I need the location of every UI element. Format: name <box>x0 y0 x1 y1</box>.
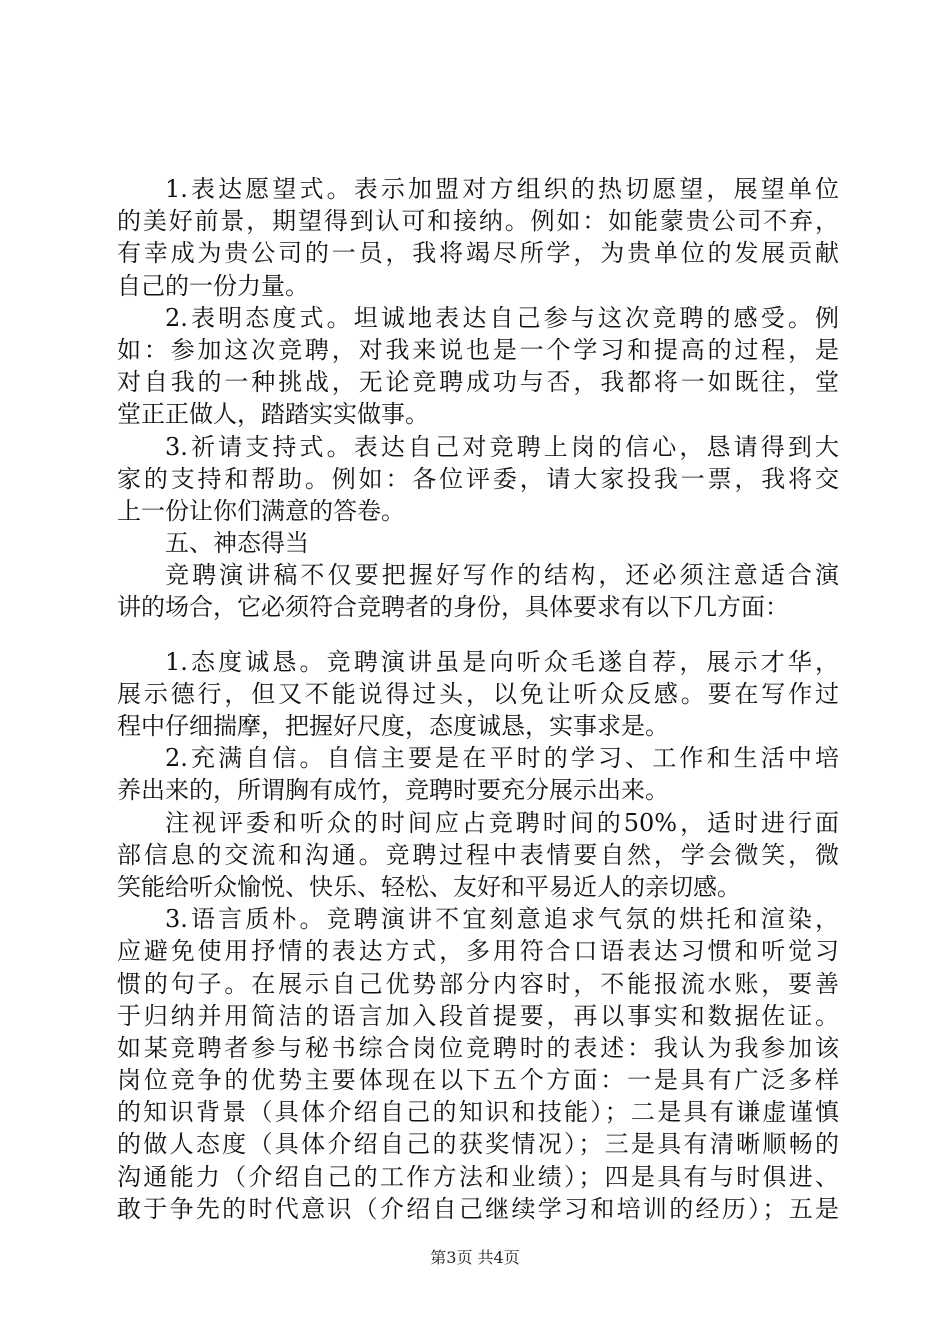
text-line: 堂正正做人，踏踏实实做事。 <box>117 400 429 429</box>
text-line: 家的支持和帮助。例如：各位评委，请大家投我一票，我将交 <box>117 464 839 493</box>
text-line: 的知识背景（具体介绍自己的知识和技能）；二是具有谦虚谨慎 <box>117 1098 839 1127</box>
text-line: 如某竞聘者参与秘书综合岗位竞聘时的表述：我认为我参加该 <box>117 1033 839 1062</box>
text-line: 3.语言质朴。竞聘演讲不宜刻意追求气氛的烘托和渲染， <box>165 905 839 934</box>
text-line: 于归纳并用简洁的语言加入段首提要，再以事实和数据佐证。 <box>117 1001 839 1030</box>
text-line: 展示德行，但又不能说得过头，以免让听众反感。要在写作过 <box>117 679 839 708</box>
text-line: 2.充满自信。自信主要是在平时的学习、工作和生活中培 <box>165 744 839 773</box>
text-line: 养出来的，所谓胸有成竹，竞聘时要充分展示出来。 <box>117 776 669 805</box>
page-number-footer: 第3页 共4页 <box>430 1248 520 1267</box>
text-line: 1.态度诚恳。竞聘演讲虽是向听众毛遂自荐，展示才华， <box>165 647 839 676</box>
document-body <box>117 173 839 1225</box>
text-line: 笑能给听众愉悦、快乐、轻松、友好和平易近人的亲切感。 <box>117 872 741 901</box>
text-line: 的做人态度（具体介绍自己的获奖情况）；三是具有清晰顺畅的 <box>117 1130 839 1159</box>
text-line: 的美好前景，期望得到认可和接纳。例如：如能蒙贵公司不弃， <box>117 207 839 236</box>
text-line: 岗位竞争的优势主要体现在以下五个方面：一是具有广泛多样 <box>117 1066 839 1095</box>
text-line: 讲的场合，它必须符合竞聘者的身份，具体要求有以下几方面： <box>117 593 789 622</box>
paragraph-gap <box>117 624 839 646</box>
text-line: 1.表达愿望式。表示加盟对方组织的热切愿望，展望单位 <box>165 175 839 203</box>
text-line: 注视评委和听众的时间应占竞聘时间的50%，适时进行面 <box>165 808 839 837</box>
text-line: 应避免使用抒情的表达方式，多用符合口语表达习惯和听觉习 <box>117 937 839 966</box>
text-line: 沟通能力（介绍自己的工作方法和业绩）；四是具有与时俱进、 <box>117 1162 839 1191</box>
section-heading: 五、神态得当 <box>165 529 309 558</box>
text-line: 对自我的一种挑战，无论竞聘成功与否，我都将一如既往，堂 <box>117 368 839 397</box>
text-line: 如：参加这次竞聘，对我来说也是一个学习和提高的过程，是 <box>117 335 839 364</box>
text-line: 竞聘演讲稿不仅要把握好写作的结构，还必须注意适合演 <box>165 561 839 590</box>
text-line: 部信息的交流和沟通。竞聘过程中表情要自然，学会微笑，微 <box>117 840 839 869</box>
text-line: 3.祈请支持式。表达自己对竞聘上岗的信心，恳请得到大 <box>165 432 839 461</box>
text-line: 敢于争先的时代意识（介绍自己继续学习和培训的经历）；五是 <box>117 1194 839 1223</box>
text-line: 惯的句子。在展示自己优势部分内容时，不能报流水账，要善 <box>117 969 839 998</box>
text-line: 2.表明态度式。坦诚地表达自己参与这次竞聘的感受。例 <box>165 303 839 332</box>
text-line: 程中仔细揣摩，把握好尺度，态度诚恳，实事求是。 <box>117 712 669 740</box>
text-line: 有幸成为贵公司的一员，我将竭尽所学，为贵单位的发展贡献 <box>117 239 839 268</box>
text-line: 自己的一份力量。 <box>117 271 309 300</box>
text-line: 上一份让你们满意的答卷。 <box>117 496 405 525</box>
